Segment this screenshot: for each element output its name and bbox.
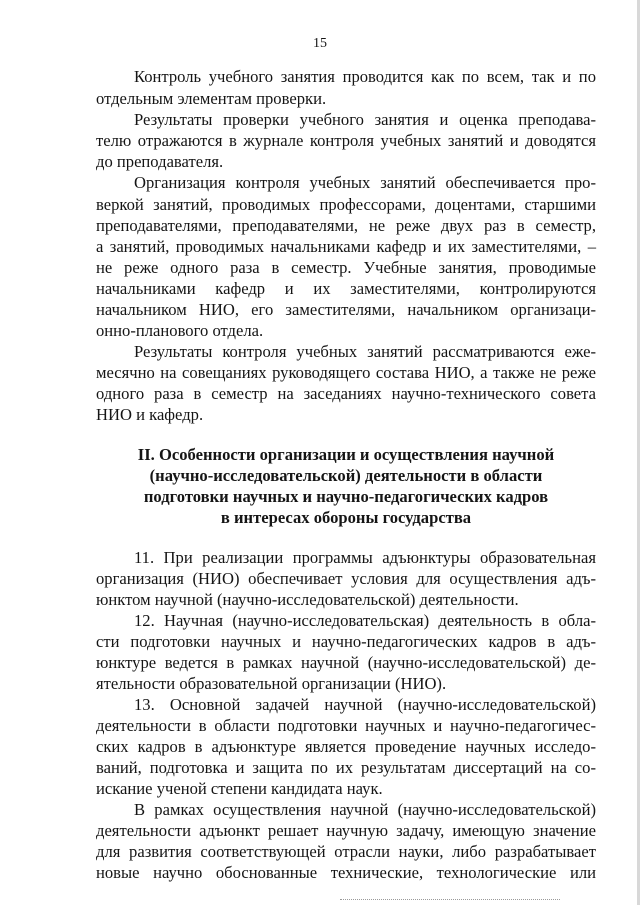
bottom-divider (340, 899, 560, 900)
page-number: 15 (313, 36, 327, 51)
text-line: юнктом научной (научно-исследовательской) деятельности. (96, 590, 519, 609)
text-line: преподавателями, преподавателями, не реже двух раз в семестр, (96, 216, 596, 235)
text-line: деятельности в области подготовки научных и научно-педагогичес- (96, 716, 596, 735)
text-line: деятельности адъюнкт решает научную задачу, имеющую значение (96, 821, 596, 840)
text-line: для развития соответствующей отрасли науки, либо разрабатывает (96, 842, 596, 861)
section-heading-line: в интересах обороны государства (220, 508, 472, 527)
text-line: одного раза в семестр на заседаниях научно-технического совета (96, 384, 596, 403)
text-line: веркой занятий, проводимых профессорами, доцентами, старшими (96, 195, 596, 214)
text-line: Результаты контроля учебных занятий рассматриваются еже- (134, 342, 596, 361)
text-line: В рамках осуществления научной (научно-исследовательской) (134, 800, 596, 819)
text-line: 13. Основной задачей научной (научно-исследовательской) (134, 695, 596, 714)
text-line: телю отражаются в журнале контроля учебных занятий и доводятся (96, 131, 596, 150)
text-line: организация (НИО) обеспечивает условия для осуществления адъ- (96, 569, 596, 588)
text-line: до преподавателя. (96, 152, 224, 171)
text-line: Организация контроля учебных занятий обеспечивается про- (134, 173, 596, 192)
text-line: 12. Научная (научно-исследовательская) деятельность в обла- (134, 611, 596, 630)
section-heading-line: подготовки научных и научно-педагогических кадров (143, 487, 549, 506)
text-line: 11. При реализации программы адъюнктуры образовательная (134, 548, 596, 567)
text-line: юнктуре ведется в рамках научной (научно-исследовательской) де- (96, 653, 596, 672)
text-line: НИО и кафедр. (96, 405, 204, 424)
text-line: начальником НИО, его заместителями, начальником организаци- (96, 300, 596, 319)
text-line: не реже одного раза в семестр. Учебные занятия, проводимые (96, 258, 596, 277)
text-line: ваний, подготовка и защита по их результатам диссертаций на со- (96, 758, 596, 777)
text-line: искание ученой степени кандидата наук. (96, 779, 383, 798)
text-line: отдельным элементам проверки. (96, 89, 327, 108)
text-line: онно-планового отдела. (96, 321, 264, 340)
text-line: начальниками кафедр и их заместителями, контролируются (96, 279, 596, 298)
text-line: а занятий, проводимых начальниками кафедр и их заместителями, – (96, 237, 596, 256)
text-line: ятельности образовательной организации (НИО). (96, 674, 447, 693)
text-line: сти подготовки научных и научно-педагогических кадров в адъ- (96, 632, 596, 651)
text-line: Результаты проверки учебного занятия и оценка преподава- (134, 110, 596, 129)
text-line: Контроль учебного занятия проводится как по всем, так и по (134, 67, 596, 86)
section-heading-line: (научно-исследовательской) деятельности в области (149, 466, 543, 485)
section-heading-line: II. Особенности организации и осуществления научной (137, 445, 555, 464)
text-line: ских кадров в адъюнктуре является проведение научных исследо- (96, 737, 596, 756)
text-line: новые научно обоснованные технические, технологические или (96, 863, 596, 882)
text-line: месячно на совещаниях руководящего состава НИО, а также не реже (96, 363, 596, 382)
